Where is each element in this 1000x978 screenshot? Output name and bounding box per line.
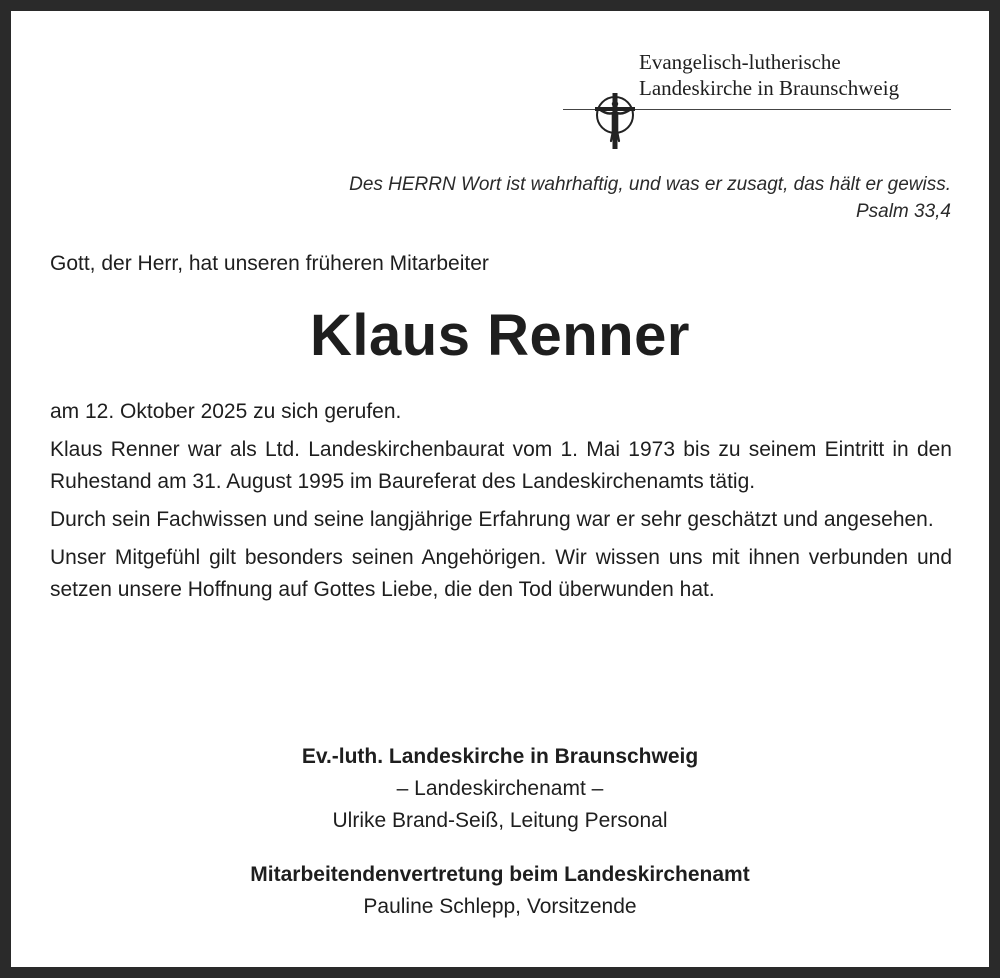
bible-verse xyxy=(349,171,951,225)
paragraph-appreciation: Durch sein Fachwissen und seine langjährige Erfahrung war er sehr geschätzt und angesehen. xyxy=(50,508,934,531)
signature-org: Ev.-luth. Landeskirche in Braunschweig xyxy=(301,745,699,768)
church-name-line1: Evangelisch-lutherische xyxy=(639,50,841,74)
paragraph-condolence: Unser Mitgefühl gilt besonders seinen Angehörigen. Wir wissen uns mit ihnen verbunden und setzen unsere Hoffnung auf Gottes Liebe, die den Tod überwunden hat. xyxy=(50,546,952,601)
verse-reference: Psalm 33,4 xyxy=(855,201,951,222)
signature-person-1: Ulrike Brand-Seiß, Leitung Personal xyxy=(332,809,668,832)
signature-department: – Landeskirchenamt – xyxy=(396,777,604,800)
obituary-notice xyxy=(11,11,989,967)
deceased-name: Klaus Renner xyxy=(310,303,690,368)
signature-spacer xyxy=(11,837,989,859)
signature-org-2: Mitarbeitendenvertretung beim Landeskirchenamt xyxy=(250,863,750,886)
paragraph-date: am 12. Oktober 2025 zu sich gerufen. xyxy=(50,400,402,423)
church-name-line2: Landeskirche in Braunschweig xyxy=(639,76,900,100)
verse-text: Des HERRN Wort ist wahrhaftig, und was er zusagt, das hält er gewiss. xyxy=(349,174,951,195)
crucifix-emblem-icon xyxy=(591,93,639,149)
obituary-body xyxy=(50,396,952,612)
church-logo-header xyxy=(563,49,953,153)
signature-block xyxy=(11,741,989,923)
church-name xyxy=(639,49,899,101)
paragraph-career: Klaus Renner war als Ltd. Landeskirchenbaurat vom 1. Mai 1973 bis zu seinem Eintritt in den Ruhestand am 31. August 1995 im Baureferat des Landeskirchenamts tätig. xyxy=(50,438,952,493)
signature-person-2: Pauline Schlepp, Vorsitzende xyxy=(363,895,637,918)
intro-line: Gott, der Herr, hat unseren früheren Mitarbeiter xyxy=(50,252,489,275)
